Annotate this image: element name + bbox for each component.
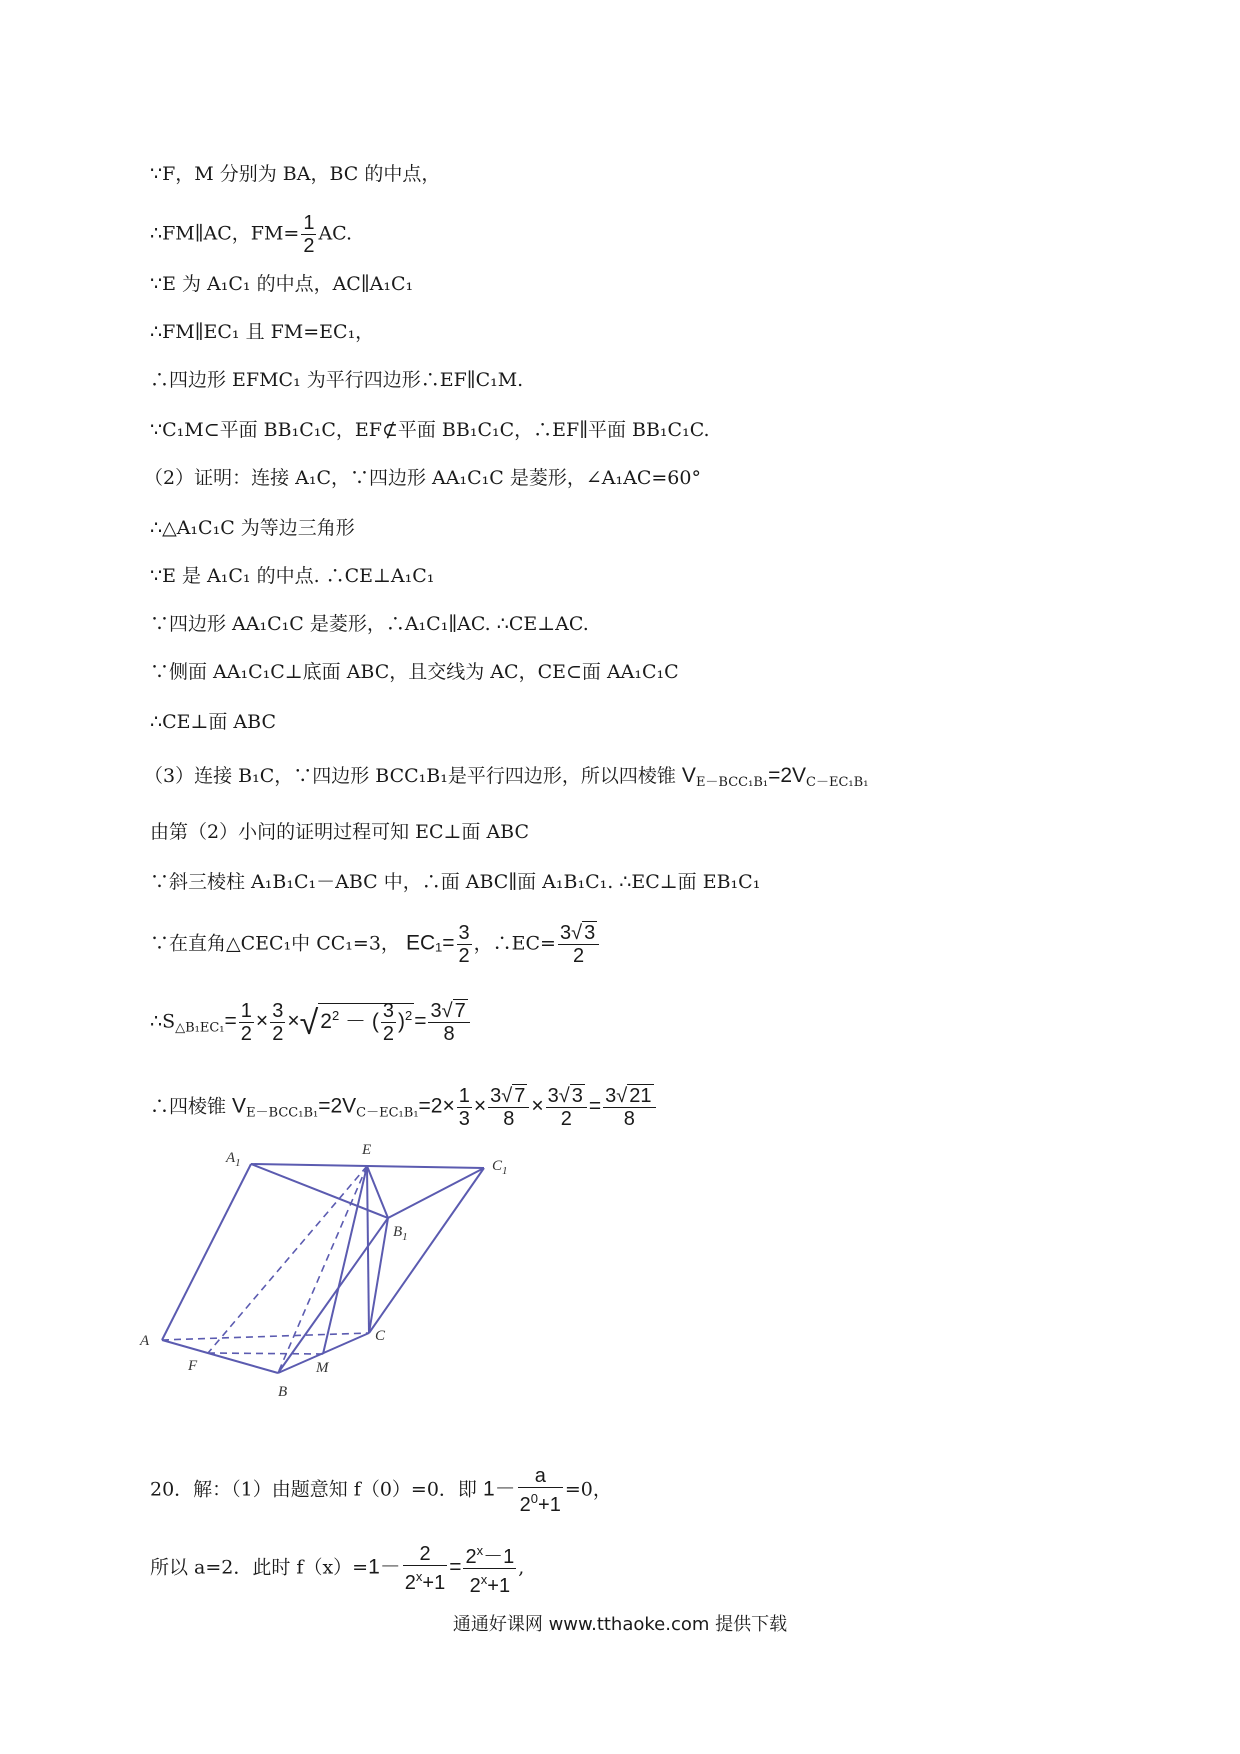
text-segment: 20．解：（1）由题意知 f（0）=0．即: [150, 1478, 483, 1501]
label-m: M: [316, 1360, 329, 1376]
math-segment: ×: [473, 1094, 487, 1118]
text-segment: ,: [518, 1556, 525, 1579]
edge-e-b-dashed: [278, 1166, 367, 1373]
fraction-ec: $\frac{3√ 3}{2}$: [558, 922, 599, 967]
square-root: √: [299, 1003, 319, 1042]
text-segment: 所以 a=2．此时 f（x）=: [150, 1556, 369, 1579]
text-segment: ∴S: [150, 1010, 176, 1033]
fraction-s-result: $\frac{3√ 7}{8}$: [428, 1000, 469, 1045]
area-subscript: △B₁EC₁: [175, 1020, 225, 1036]
fraction-v3: $\frac{3√ 3}{2}$: [546, 1085, 587, 1130]
text-line-6: ∵C₁M⊂平面 BB₁C₁C，EF⊄平面 BB₁C₁C，∴EF∥平面 BB₁C₁C.: [150, 419, 710, 441]
text-segment: （3）连接 B₁C，∵四边形 BCC₁B₁是平行四边形，所以四棱锥: [144, 765, 682, 787]
fraction-v2: $\frac{3√ 7}{8}$: [488, 1085, 529, 1130]
volume-symbol: V: [681, 764, 696, 787]
label-f: F: [188, 1358, 198, 1374]
text-segment: ∵在直角△CEC₁中 CC₁=3，: [150, 932, 400, 955]
math-segment: 2: [320, 1010, 332, 1034]
fraction-f0: $\frac{a}{2^0+1}$: [519, 1465, 561, 1516]
edge-a-b: [162, 1340, 278, 1373]
text-line-1: ∵F，M 分别为 BA，BC 的中点，: [150, 163, 441, 185]
text-line-14: 由第（2）小问的证明过程可知 EC⊥面 ABC: [150, 821, 530, 843]
text-line-4: ∴FM∥EC₁ 且 FM=EC₁，: [150, 321, 375, 343]
text-line-10: ∵四边形 AA₁C₁C 是菱形，∴A₁C₁∥AC. ∴CE⊥AC.: [150, 613, 589, 635]
exponent: 2: [331, 1008, 340, 1024]
math-segment: ×: [287, 1009, 300, 1033]
text-line-20: [150, 1465, 612, 1516]
math-segment: =: [224, 1009, 237, 1033]
text-line-11: ∵侧面 AA₁C₁C⊥底面 ABC，且交线为 AC，CE⊂面 AA₁C₁C: [150, 661, 679, 683]
label-b1: $B_1$: [393, 1224, 408, 1243]
volume-subscript: E－BCC₁B₁: [695, 775, 769, 790]
prism-figure: [130, 1140, 530, 1410]
footer-text: 通通好课网 www.tthaoke.com 提供下载: [452, 1614, 788, 1635]
fraction-half: $\frac{1}{2}$: [303, 212, 315, 257]
text-line-8: ∴△A₁C₁C 为等边三角形: [150, 517, 355, 539]
fraction-fx2: $\frac{2^x-1}{2^x+1}$: [463, 1540, 516, 1597]
edge-e-c: [367, 1166, 369, 1333]
edge-b1-c: [369, 1218, 388, 1333]
edge-b1-c1: [388, 1168, 484, 1218]
fraction-inner: $\frac{3}{2}$: [382, 1000, 394, 1045]
label-b: B: [278, 1384, 288, 1400]
text-segment: ，∴EC=: [473, 932, 556, 955]
text-line-18: [150, 1085, 658, 1130]
fraction-s1: $\frac{1}{2}$: [240, 1000, 252, 1045]
text-line-12: ∴CE⊥面 ABC: [150, 711, 276, 733]
text-line-17: [150, 1000, 472, 1045]
text-line-5: ∴四边形 EFMC₁ 为平行四边形∴EF∥C₁M.: [150, 369, 524, 391]
text-line-21: [150, 1540, 524, 1597]
volume-subscript: C－EC₁B₁: [356, 1105, 419, 1121]
math-segment: － (: [339, 1010, 379, 1034]
text-line-16: [150, 922, 601, 967]
label-a: A: [140, 1333, 150, 1349]
volume-subscript: E－BCC₁B₁: [246, 1105, 319, 1121]
edge-e-f-dashed: [208, 1166, 367, 1353]
label-a1: $A_1$: [226, 1150, 241, 1169]
fraction-ec1: $\frac{3}{2}$: [458, 922, 470, 967]
math-segment: 1－: [368, 1555, 401, 1579]
fraction-v-result: $\frac{3√ 21}{8}$: [603, 1085, 655, 1130]
text-segment: ∴四棱锥: [150, 1095, 233, 1118]
math-segment: =: [588, 1094, 602, 1118]
math-segment: ×: [531, 1094, 544, 1118]
math-segment: ×: [255, 1009, 269, 1033]
edge-a-c-dashed: [162, 1333, 369, 1340]
text-line-2: [150, 212, 352, 257]
math-segment: ): [397, 1010, 405, 1034]
text-segment: ∴FM∥AC，FM=: [150, 222, 300, 245]
text-line-3: ∵E 为 A₁C₁ 的中点，AC∥A₁C₁: [150, 273, 414, 295]
volume-symbol: =2V: [768, 764, 807, 787]
text-line-7: （2）证明：连接 A₁C，∵四边形 AA₁C₁C 是菱形，∠A₁AC=60°: [144, 467, 701, 489]
label-e: E: [362, 1142, 372, 1158]
edge-a-a1: [162, 1164, 251, 1340]
text-segment: AC.: [318, 222, 353, 245]
label-c: C: [375, 1328, 386, 1344]
text-segment: =0，: [564, 1478, 612, 1501]
edge-f-m-dashed: [208, 1353, 323, 1354]
exponent: 2: [404, 1008, 413, 1024]
text-line-15: ∵斜三棱柱 A₁B₁C₁－ABC 中，∴面 ABC∥面 A₁B₁C₁. ∴EC⊥面 EB₁C₁: [150, 871, 761, 893]
math-segment: 1－: [482, 1477, 516, 1501]
volume-symbol: =2V: [318, 1094, 357, 1118]
math-segment: =: [414, 1009, 427, 1033]
math-segment: EC₁=: [405, 931, 455, 955]
math-segment: =: [449, 1555, 462, 1579]
volume-symbol: V: [232, 1094, 247, 1118]
label-c1: $C_1$: [492, 1158, 508, 1177]
fraction-s2: $\frac{3}{2}$: [272, 1000, 284, 1045]
text-line-9: ∵E 是 A₁C₁ 的中点. ∴CE⊥A₁C₁: [150, 565, 435, 587]
edge-c-c1: [369, 1168, 484, 1333]
math-segment: =2×: [418, 1094, 455, 1118]
radicand: [318, 1000, 414, 1045]
volume-subscript: C－EC₁B₁: [806, 775, 869, 790]
fraction-fx1: $\frac{2}{2^x+1}$: [404, 1543, 446, 1594]
fraction-v1: $\frac{1}{3}$: [458, 1085, 470, 1130]
text-line-13: [144, 762, 868, 797]
